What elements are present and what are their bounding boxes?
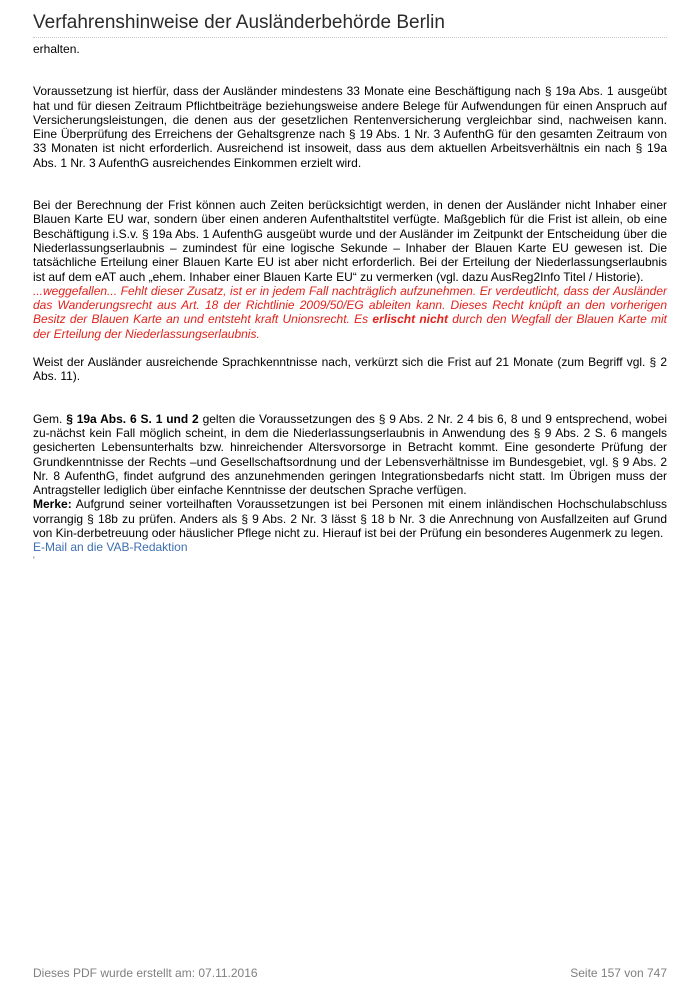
document-body: [33, 42, 667, 565]
page-header-title: Verfahrenshinweise der Ausländerbehörde Berlin: [33, 12, 445, 33]
email-vab-redaktion-link[interactable]: E-Mail an die VAB-Redaktion: [33, 540, 188, 555]
merke-label: Merke:: [33, 497, 72, 512]
stray-mark: ': [33, 554, 35, 565]
paragraph-continuation: erhalten.: [33, 42, 80, 56]
paragraph-sprachkenntnisse: Weist der Ausländer ausreichende Sprachkenntnisse nach, verkürzt sich die Frist auf 21 Monate (zum Begriff vgl. § 2 Abs. 11).: [33, 355, 667, 384]
red-note: [33, 284, 667, 341]
header-divider: [33, 37, 667, 38]
paragraph-fristberechnung: [33, 198, 667, 341]
paragraph-gem-prefix: Gem.: [33, 411, 67, 426]
red-note-text-b: durch den Wegfall der Blauen Karte mit der Erteilung der Niederlassungserlaubnis.: [33, 312, 668, 341]
paragraph-gem-bold: § 19a Abs. 6 S. 1 und 2: [66, 411, 199, 426]
footer-created-date: Dieses PDF wurde erstellt am: 07.11.2016: [33, 966, 258, 980]
red-note-text-a: ...weggefallen... Fehlt dieser Zusatz, ist er in jedem Fall nachträglich aufzunehmen. Er verdeutlicht, dass der Ausländer das Wanderungsrecht aus Art. 18 der Richtlinie 2009/50/EG ableiten kann. Dieses Recht knüpft an den vorherigen Besitz der Blauen Karte an und entsteht kraft Unionsrecht. Es: [33, 283, 667, 327]
paragraph-fristberechnung-text: Bei der Berechnung der Frist können auch Zeiten berücksichtigt werden, in denen der Ausländer nicht Inhaber einer Blauen Karte EU war, sondern über einen anderen Aufenthaltstitel verfügte. Maßgeblich für die Frist ist allein, ob eine Beschäftigung i.S.v. § 19a Abs. 1 AufenthG ausgeübt wurde und der Ausländer im Zeitpunkt der Entscheidung über die Niederlassungserlaubnis – zumindest für eine logische Sekunde – Inhaber der Blauen Karte EU gewesen ist. Die tatsächliche Erteilung einer Blauen Karte EU ist aber nicht erforderlich. Bei der Erteilung der Niederlassungserlaubnis ist auf dem eAT auch „ehem. Inhaber einer Blauen Karte EU“ zu vermerken (vgl. dazu AusReg2Info Titel / Historie).: [33, 198, 667, 284]
paragraph-merke: [33, 497, 667, 540]
merke-text: Aufgrund seiner vorteilhaften Voraussetzungen ist bei Personen mit einem inländischen Hochschulabschluss vorrangig § 18b zu prüfen. Anders als § 9 Abs. 2 Nr. 3 lässt § 18 b Nr. 3 die Anrechnung von Ausfallzeiten auf Grund von Kin-derbetreuung oder häuslicher Pflege nicht zu. Hierauf ist bei der Prüfung ein besonderes Augenmerk zu legen.: [33, 497, 667, 541]
red-note-bold: erlischt nicht: [372, 312, 448, 327]
paragraph-gem-19a: [33, 412, 667, 498]
paragraph-gem-text: gelten die Voraussetzungen des § 9 Abs. 2 Nr. 2 4 bis 6, 8 und 9 entsprechend, wobei zu-nächst kein Fall möglich scheint, in dem die Niederlassungserlaubnis in Anwendung des § 9 Abs. 2 S. 6 mangels gesicherten Lebensunterhalts bzw. hinreichender Altersvorsorge in Betracht kommt. Eine gesonderte Prüfung der Grundkenntnisse der Rechts –und Gesellschaftsordnung und der Lebensverhältnisse im Bundesgebiet, vgl. § 9 Abs. 2 Nr. 8 AufenthG, findet aufgrund des anzunehmenden geringen Integrationsbedarfs nicht statt. Im Übrigen muss der Antragsteller lediglich über einfache Kenntnisse der deutschen Sprache verfügen.: [33, 411, 667, 498]
footer-page-number: Seite 157 von 747: [570, 966, 667, 980]
paragraph-voraussetzung: Voraussetzung ist hierfür, dass der Ausländer mindestens 33 Monate eine Beschäftigung nach § 19a Abs. 1 ausgeübt hat und für diesen Zeitraum Pflichtbeiträge beziehungsweise andere Belege für Aufwendungen für einen Anspruch auf Versicherungsleistungen, die denen aus der gesetzlichen Rentenversicherung vergleichbar sind, nachweisen kann. Eine Überprüfung des Erreichens der Gehaltsgrenze nach § 19 Abs. 1 Nr. 3 AufenthG für den gesamten Zeitraum von 33 Monaten ist nicht erforderlich. Ausreichend ist insoweit, dass aus dem aktuellen Arbeitsverhältnis ein nach § 19a Abs. 1 Nr. 3 AufenthG ausreichendes Einkommen erzielt wird.: [33, 84, 667, 170]
